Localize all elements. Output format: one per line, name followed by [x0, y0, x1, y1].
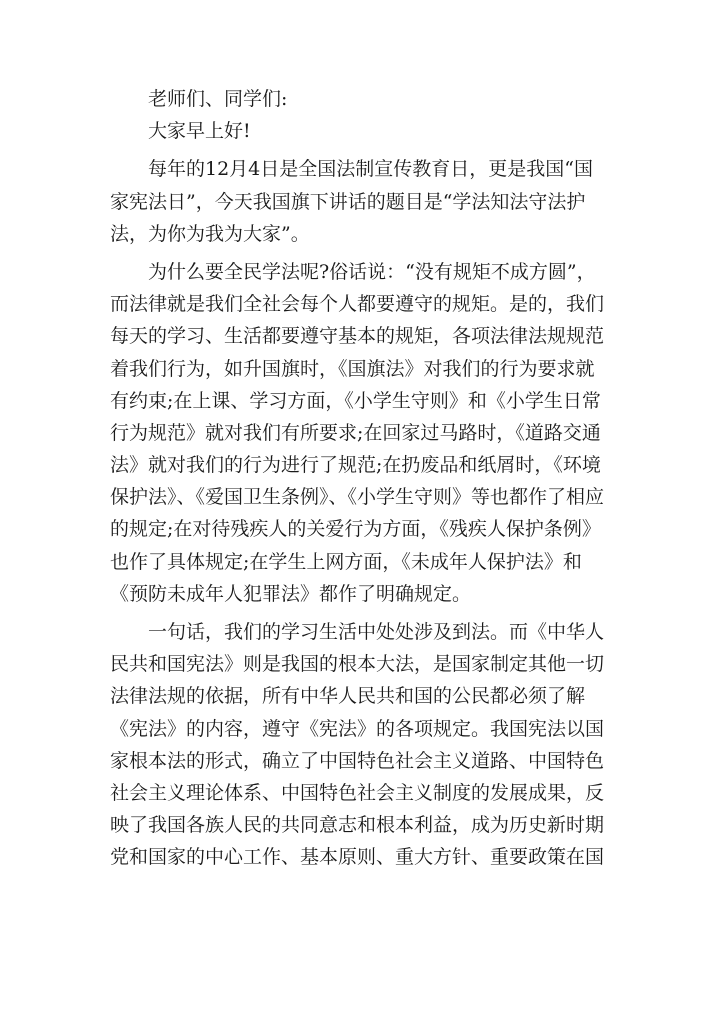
paragraph-line: 为什么要全民学法呢?俗话说：“没有规矩不成方圆”， — [148, 260, 596, 283]
paragraph-line: 也作了具体规定;在学生上网方面，《未成年人保护法》和 — [110, 550, 582, 573]
paragraph-line: 社会主义理论体系、中国特色社会主义制度的发展成果，反 — [110, 781, 605, 804]
paragraph-line: 家宪法日”，今天我国旗下讲话的题目是“学法知法守法护 — [110, 190, 586, 213]
paragraph-line: 每年的12月4日是全国法制宣传教育日，更是我国“国 — [148, 158, 593, 181]
paragraph-line: 映了我国各族人民的共同意志和根本利益，成为历史新时期 — [110, 814, 605, 837]
paragraph-line: 行为规范》就对我们有所要求;在回家过马路时，《道路交通 — [110, 421, 601, 444]
greeting: 大家早上好! — [148, 120, 251, 143]
paragraph-line: 法律法规的依据，所有中华人民共和国的公民都必须了解 — [110, 685, 586, 708]
paragraph-line: 一句话，我们的学习生活中处处涉及到法。而《中华人 — [148, 621, 605, 643]
paragraph-1 — [110, 153, 606, 250]
speech-text — [110, 83, 606, 874]
paragraph-line: 《预防未成年人犯罪法》都作了明确规定。 — [110, 582, 472, 605]
paragraph-line: 法》就对我们的行为进行了规范;在扔废品和纸屑时，《环境 — [110, 454, 601, 477]
paragraph-line: 党和国家的中心工作、基本原则、重大方针、重要政策在国 — [110, 846, 605, 869]
paragraph-line: 有约束;在上课、学习方面，《小学生守则》和《小学生日常 — [110, 389, 601, 412]
paragraph-line: 每天的学习、生活都要遵守基本的规矩，各项法律法规规范 — [110, 325, 605, 348]
paragraph-line: 民共和国宪法》则是我国的根本大法，是国家制定其他一切 — [110, 653, 605, 676]
paragraph-line: 而法律就是我们全社会每个人都要遵守的规矩。是的，我们 — [110, 293, 605, 316]
paragraph-line: 法，为你为我为大家”。 — [110, 222, 310, 245]
paragraph-3 — [110, 616, 606, 874]
paragraph-line: 《宪法》的内容，遵守《宪法》的各项规定。我国宪法以国 — [110, 717, 605, 740]
salutation: 老师们、同学们: — [148, 88, 288, 110]
paragraph-line: 着我们行为，如升国旗时，《国旗法》对我们的行为要求就 — [110, 357, 595, 380]
paragraph-2 — [110, 256, 606, 610]
paragraph-line: 保护法》、《爱国卫生条例》、《小学生守则》等也都作了相应 — [110, 486, 605, 509]
paragraph-line: 家根本法的形式，确立了中国特色社会主义道路、中国特色 — [110, 749, 605, 772]
paragraph-line: 的规定;在对待残疾人的关爱行为方面，《残疾人保护条例》 — [110, 518, 601, 541]
